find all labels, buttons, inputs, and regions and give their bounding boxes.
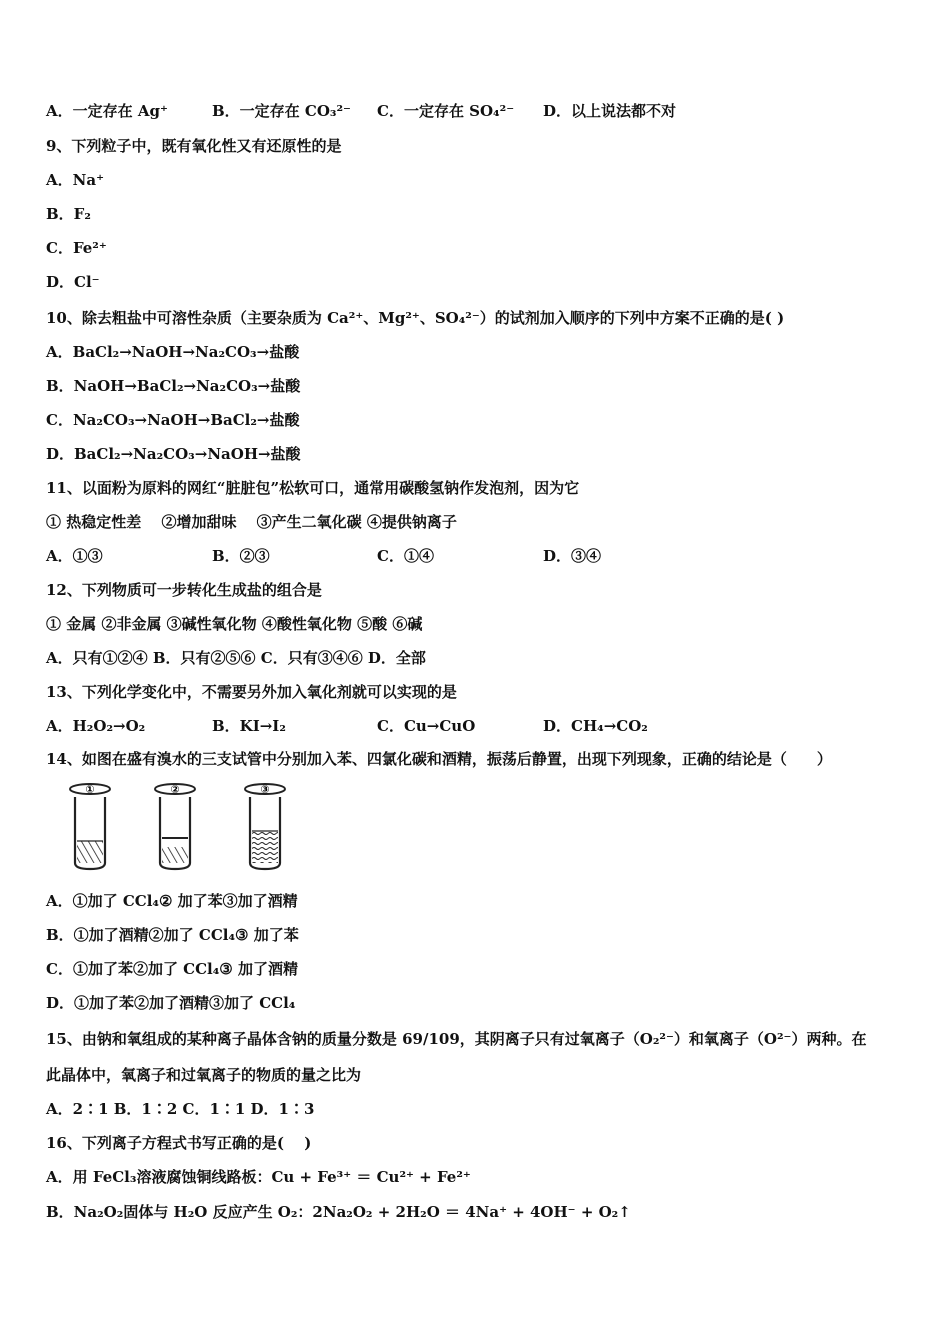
text-line: 12、下列物质可一步转化生成盐的组合是: [46, 581, 322, 599]
text-line: ① 热稳定性差 ②增加甜味 ③产生二氧化碳 ④提供钠离子: [46, 513, 457, 531]
text-line: D．①加了苯②加了酒精③加了 CCl₄: [46, 994, 296, 1012]
option: A．①③: [46, 547, 103, 565]
option: D．以上说法都不对: [543, 102, 677, 120]
tube-label-3: ③: [260, 783, 270, 796]
text-line: D．BaCl₂→Na₂CO₃→NaOH→盐酸: [46, 445, 301, 463]
text-line: B．Na₂O₂固体与 H₂O 反应产生 O₂：2Na₂O₂ + 2H₂O ＝ 4Na⁺ + 4OH⁻ + O₂↑: [46, 1203, 631, 1221]
text-line: 11、以面粉为原料的网红“脏脏包”松软可口，通常用碳酸氢钠作发泡剂，因为它: [46, 479, 580, 497]
option: C．一定存在 SO₄²⁻: [377, 102, 515, 120]
text-line: A．Na⁺: [46, 171, 104, 189]
text-line: 16、下列离子方程式书写正确的是( ): [46, 1134, 312, 1152]
option: D．③④: [543, 547, 602, 565]
test-tube-2: [155, 783, 195, 869]
test-tube-3: [245, 783, 285, 869]
text-line: D．Cl⁻: [46, 273, 100, 291]
option: A．H₂O₂→O₂: [46, 717, 146, 735]
text-line: A．①加了 CCl₄② 加了苯③加了酒精: [46, 892, 298, 910]
text-line: 14、如图在盛有溴水的三支试管中分别加入苯、四氯化碳和酒精，振荡后静置，出现下列现象，正确的结论是（ ）: [46, 750, 832, 768]
text-line: C．Na₂CO₃→NaOH→BaCl₂→盐酸: [46, 411, 300, 429]
text-line: A．用 FeCl₃溶液腐蚀铜线路板：Cu + Fe³⁺ ＝ Cu²⁺ + Fe²⁺: [46, 1168, 471, 1186]
option: A．一定存在 Ag⁺: [46, 102, 168, 120]
test-tube-1: [70, 783, 110, 869]
text-line: 13、下列化学变化中，不需要另外加入氧化剂就可以实现的是: [46, 683, 457, 701]
option: B．②③: [212, 547, 270, 565]
text-line: A．BaCl₂→NaOH→Na₂CO₃→盐酸: [46, 343, 300, 361]
text-line: ① 金属 ②非金属 ③碱性氧化物 ④酸性氧化物 ⑤酸 ⑥碱: [46, 615, 423, 633]
text-line: A．只有①②④ B．只有②⑤⑥ C．只有③④⑥ D．全部: [46, 649, 426, 667]
text-line: C．Fe²⁺: [46, 239, 107, 257]
option: D．CH₄→CO₂: [543, 717, 648, 735]
option: C．Cu→CuO: [377, 717, 476, 735]
text-line: 此晶体中，氧离子和过氧离子的物质的量之比为: [46, 1066, 362, 1084]
option: B．一定存在 CO₃²⁻: [212, 102, 351, 120]
text-line: B．①加了酒精②加了 CCl₄③ 加了苯: [46, 926, 299, 944]
text-line: 15、由钠和氧组成的某种离子晶体含钠的质量分数是 69/109，其阴离子只有过氧离子（O₂²⁻）和氧离子（O²⁻）两种。在: [46, 1030, 867, 1048]
text-line: C．①加了苯②加了 CCl₄③ 加了酒精: [46, 960, 298, 978]
text-line: A．2∶1 B．1∶2 C．1∶1 D．1∶3: [46, 1100, 315, 1118]
text-line: 9、下列粒子中，既有氧化性又有还原性的是: [46, 137, 342, 155]
text-line: B．NaOH→BaCl₂→Na₂CO₃→盐酸: [46, 377, 301, 395]
text-line: B．F₂: [46, 205, 91, 223]
test-tubes-figure: [60, 781, 320, 873]
tube-label-1: ①: [85, 783, 95, 796]
option: C．①④: [377, 547, 434, 565]
text-line: 10、除去粗盐中可溶性杂质（主要杂质为 Ca²⁺、Mg²⁺、SO₄²⁻）的试剂加入顺序的下列中方案不正确的是( ): [46, 309, 785, 327]
tube-label-2: ②: [170, 783, 180, 796]
option: B．KI→I₂: [212, 717, 286, 735]
